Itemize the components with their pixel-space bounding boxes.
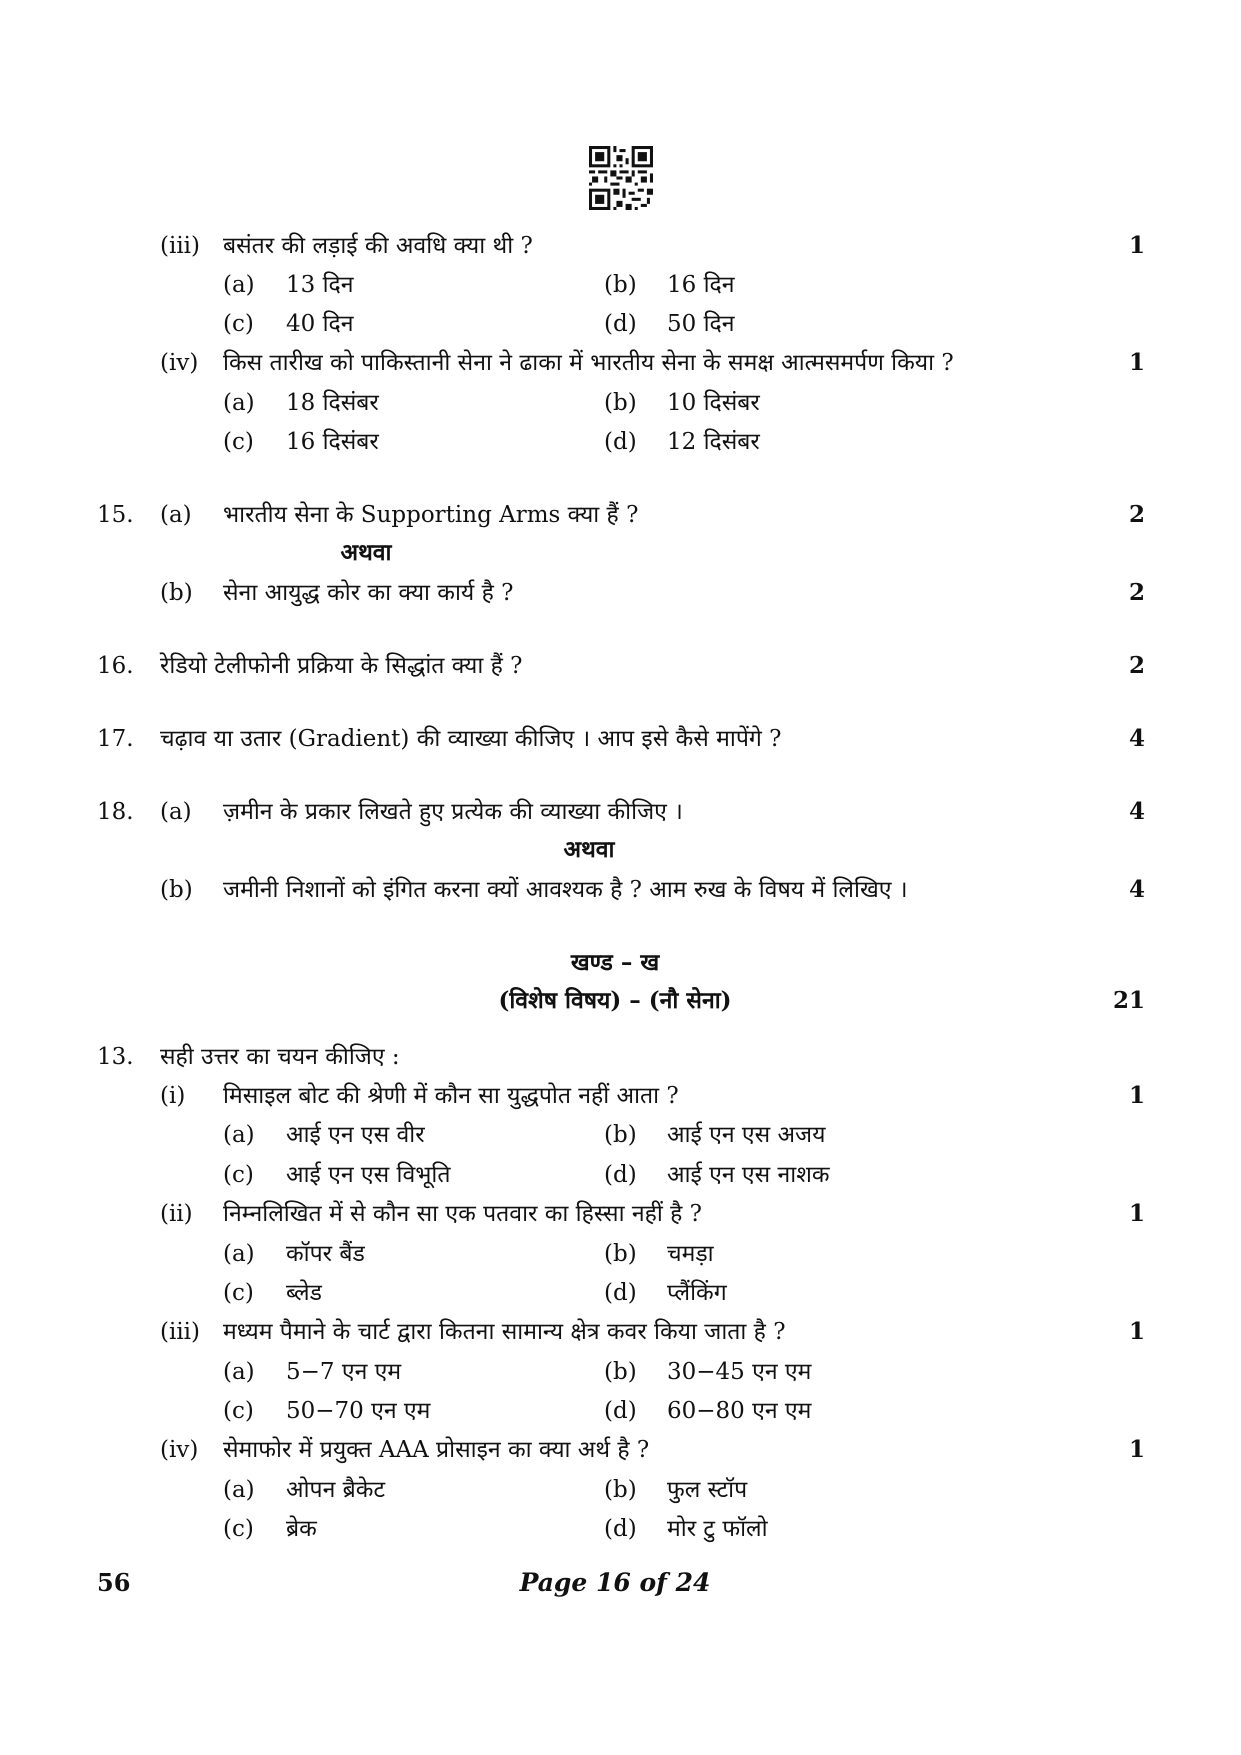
option-text: आई एन एस नाशक bbox=[667, 1162, 830, 1188]
option-text: आई एन एस विभूति bbox=[286, 1162, 451, 1188]
option-text: फुल स्टॉप bbox=[667, 1477, 748, 1503]
option-label: (a) bbox=[223, 390, 255, 416]
option-label: (d) bbox=[604, 429, 637, 455]
option-label: (b) bbox=[604, 1359, 637, 1385]
q14-iv-marks: 1 bbox=[1128, 349, 1145, 376]
q18-number: 18. bbox=[97, 799, 134, 825]
option-label: (d) bbox=[604, 1516, 637, 1542]
q15-b-marks: 2 bbox=[1128, 579, 1145, 606]
q13-iv-number: (iv) bbox=[160, 1437, 199, 1463]
option-label: (b) bbox=[604, 272, 637, 298]
option-text: ओपन ब्रैकेट bbox=[286, 1477, 386, 1503]
option-label: (a) bbox=[223, 1359, 255, 1385]
q14-iii-text: बसंतर की लड़ाई की अवधि क्या थी ? bbox=[223, 233, 533, 259]
option-text: मोर टु फॉलो bbox=[667, 1516, 768, 1542]
option-label: (c) bbox=[223, 1280, 254, 1306]
q13-iv-text: सेमाफोर में प्रयुक्त AAA प्रोसाइन का क्या अर्थ है ? bbox=[223, 1437, 650, 1463]
q13-iii-marks: 1 bbox=[1128, 1318, 1145, 1345]
q13-ii-marks: 1 bbox=[1128, 1200, 1145, 1227]
q13-iii-number: (iii) bbox=[160, 1319, 201, 1345]
q13-ii-number: (ii) bbox=[160, 1201, 193, 1227]
q15-b-label: (b) bbox=[160, 580, 193, 606]
option-text: 50 दिन bbox=[667, 311, 735, 337]
q13-number: 13. bbox=[97, 1044, 134, 1070]
option-text: आई एन एस अजय bbox=[667, 1122, 826, 1148]
option-label: (a) bbox=[223, 1122, 255, 1148]
option-text: 16 दिसंबर bbox=[286, 429, 379, 455]
q16-number: 16. bbox=[97, 653, 134, 679]
q18-b-text: जमीनी निशानों को इंगित करना क्यों आवश्यक है ? आम रुख के विषय में लिखिए । bbox=[223, 877, 908, 903]
option-text: 60−80 एन एम bbox=[667, 1398, 812, 1424]
q14-iv-number: (iv) bbox=[160, 350, 199, 376]
option-label: (a) bbox=[223, 1241, 255, 1267]
q17-marks: 4 bbox=[1128, 725, 1145, 752]
q18-a-marks: 4 bbox=[1128, 798, 1145, 825]
q13-i-marks: 1 bbox=[1128, 1082, 1145, 1109]
option-label: (a) bbox=[223, 272, 255, 298]
option-label: (b) bbox=[604, 1241, 637, 1267]
q13-i-number: (i) bbox=[160, 1083, 186, 1109]
q14-iii-number: (iii) bbox=[160, 233, 201, 259]
q15-a-marks: 2 bbox=[1128, 501, 1145, 528]
option-text: 50−70 एन एम bbox=[286, 1398, 431, 1424]
option-label: (c) bbox=[223, 1162, 254, 1188]
option-text: 13 दिन bbox=[286, 272, 354, 298]
option-text: प्लैंकिंग bbox=[667, 1280, 727, 1306]
section-marks: 21 bbox=[1112, 987, 1145, 1014]
footer-code: 56 bbox=[97, 1568, 131, 1597]
q17-number: 17. bbox=[97, 726, 134, 752]
option-label: (b) bbox=[604, 1477, 637, 1503]
footer-page-number: Page 16 of 24 bbox=[519, 1568, 711, 1597]
q14-iv-text: किस तारीख को पाकिस्तानी सेना ने ढाका में भारतीय सेना के समक्ष आत्मसमर्पण किया ? bbox=[223, 350, 954, 376]
option-label: (d) bbox=[604, 311, 637, 337]
option-text: 10 दिसंबर bbox=[667, 390, 760, 416]
q15-a-label: (a) bbox=[160, 502, 192, 528]
q14-iii-marks: 1 bbox=[1128, 232, 1145, 259]
q16-text: रेडियो टेलीफोनी प्रक्रिया के सिद्धांत क्या हैं ? bbox=[160, 653, 523, 679]
q18-a-text: ज़मीन के प्रकार लिखते हुए प्रत्येक की व्याख्या कीजिए । bbox=[223, 799, 683, 825]
q13-ii-text: निम्नलिखित में से कौन सा एक पतवार का हिस्सा नहीं है ? bbox=[223, 1201, 702, 1227]
q18-b-marks: 4 bbox=[1128, 876, 1145, 903]
option-label: (b) bbox=[604, 1122, 637, 1148]
q13-iv-marks: 1 bbox=[1128, 1436, 1145, 1463]
option-label: (c) bbox=[223, 429, 254, 455]
option-label: (b) bbox=[604, 390, 637, 416]
q13-iii-text: मध्यम पैमाने के चार्ट द्वारा कितना सामान्य क्षेत्र कवर किया जाता है ? bbox=[223, 1319, 786, 1345]
q17-text: चढ़ाव या उतार (Gradient) की व्याख्या कीजिए । आप इसे कैसे मापेंगे ? bbox=[160, 726, 782, 752]
q18-or: अथवा bbox=[563, 836, 615, 863]
q15-a-text: भारतीय सेना के Supporting Arms क्या हैं ? bbox=[223, 502, 639, 528]
q16-marks: 2 bbox=[1128, 652, 1145, 679]
option-label: (d) bbox=[604, 1280, 637, 1306]
option-label: (d) bbox=[604, 1162, 637, 1188]
option-text: ब्लेड bbox=[286, 1280, 322, 1306]
option-label: (d) bbox=[604, 1398, 637, 1424]
option-text: चमड़ा bbox=[667, 1241, 714, 1267]
option-label: (c) bbox=[223, 311, 254, 337]
q15-or: अथवा bbox=[340, 539, 392, 566]
q18-a-label: (a) bbox=[160, 799, 192, 825]
qr-code bbox=[589, 146, 653, 210]
option-label: (a) bbox=[223, 1477, 255, 1503]
q18-b-label: (b) bbox=[160, 877, 193, 903]
option-text: 12 दिसंबर bbox=[667, 429, 760, 455]
option-label: (c) bbox=[223, 1516, 254, 1542]
option-text: 5−7 एन एम bbox=[286, 1359, 402, 1385]
option-label: (c) bbox=[223, 1398, 254, 1424]
q13-i-text: मिसाइल बोट की श्रेणी में कौन सा युद्धपोत नहीं आता ? bbox=[223, 1083, 679, 1109]
option-text: 30−45 एन एम bbox=[667, 1359, 812, 1385]
option-text: 40 दिन bbox=[286, 311, 354, 337]
section-title: खण्ड – ख bbox=[570, 949, 660, 976]
q13-text: सही उत्तर का चयन कीजिए : bbox=[160, 1044, 400, 1070]
q15-b-text: सेना आयुद्ध कोर का क्या कार्य है ? bbox=[223, 580, 514, 606]
option-text: आई एन एस वीर bbox=[286, 1122, 425, 1148]
section-subtitle: (विशेष विषय) – (नौ सेना) bbox=[498, 987, 732, 1014]
option-text: कॉपर बैंड bbox=[286, 1241, 365, 1267]
q15-number: 15. bbox=[97, 502, 134, 528]
option-text: 16 दिन bbox=[667, 272, 735, 298]
option-text: 18 दिसंबर bbox=[286, 390, 379, 416]
option-text: ब्रेक bbox=[286, 1516, 317, 1542]
